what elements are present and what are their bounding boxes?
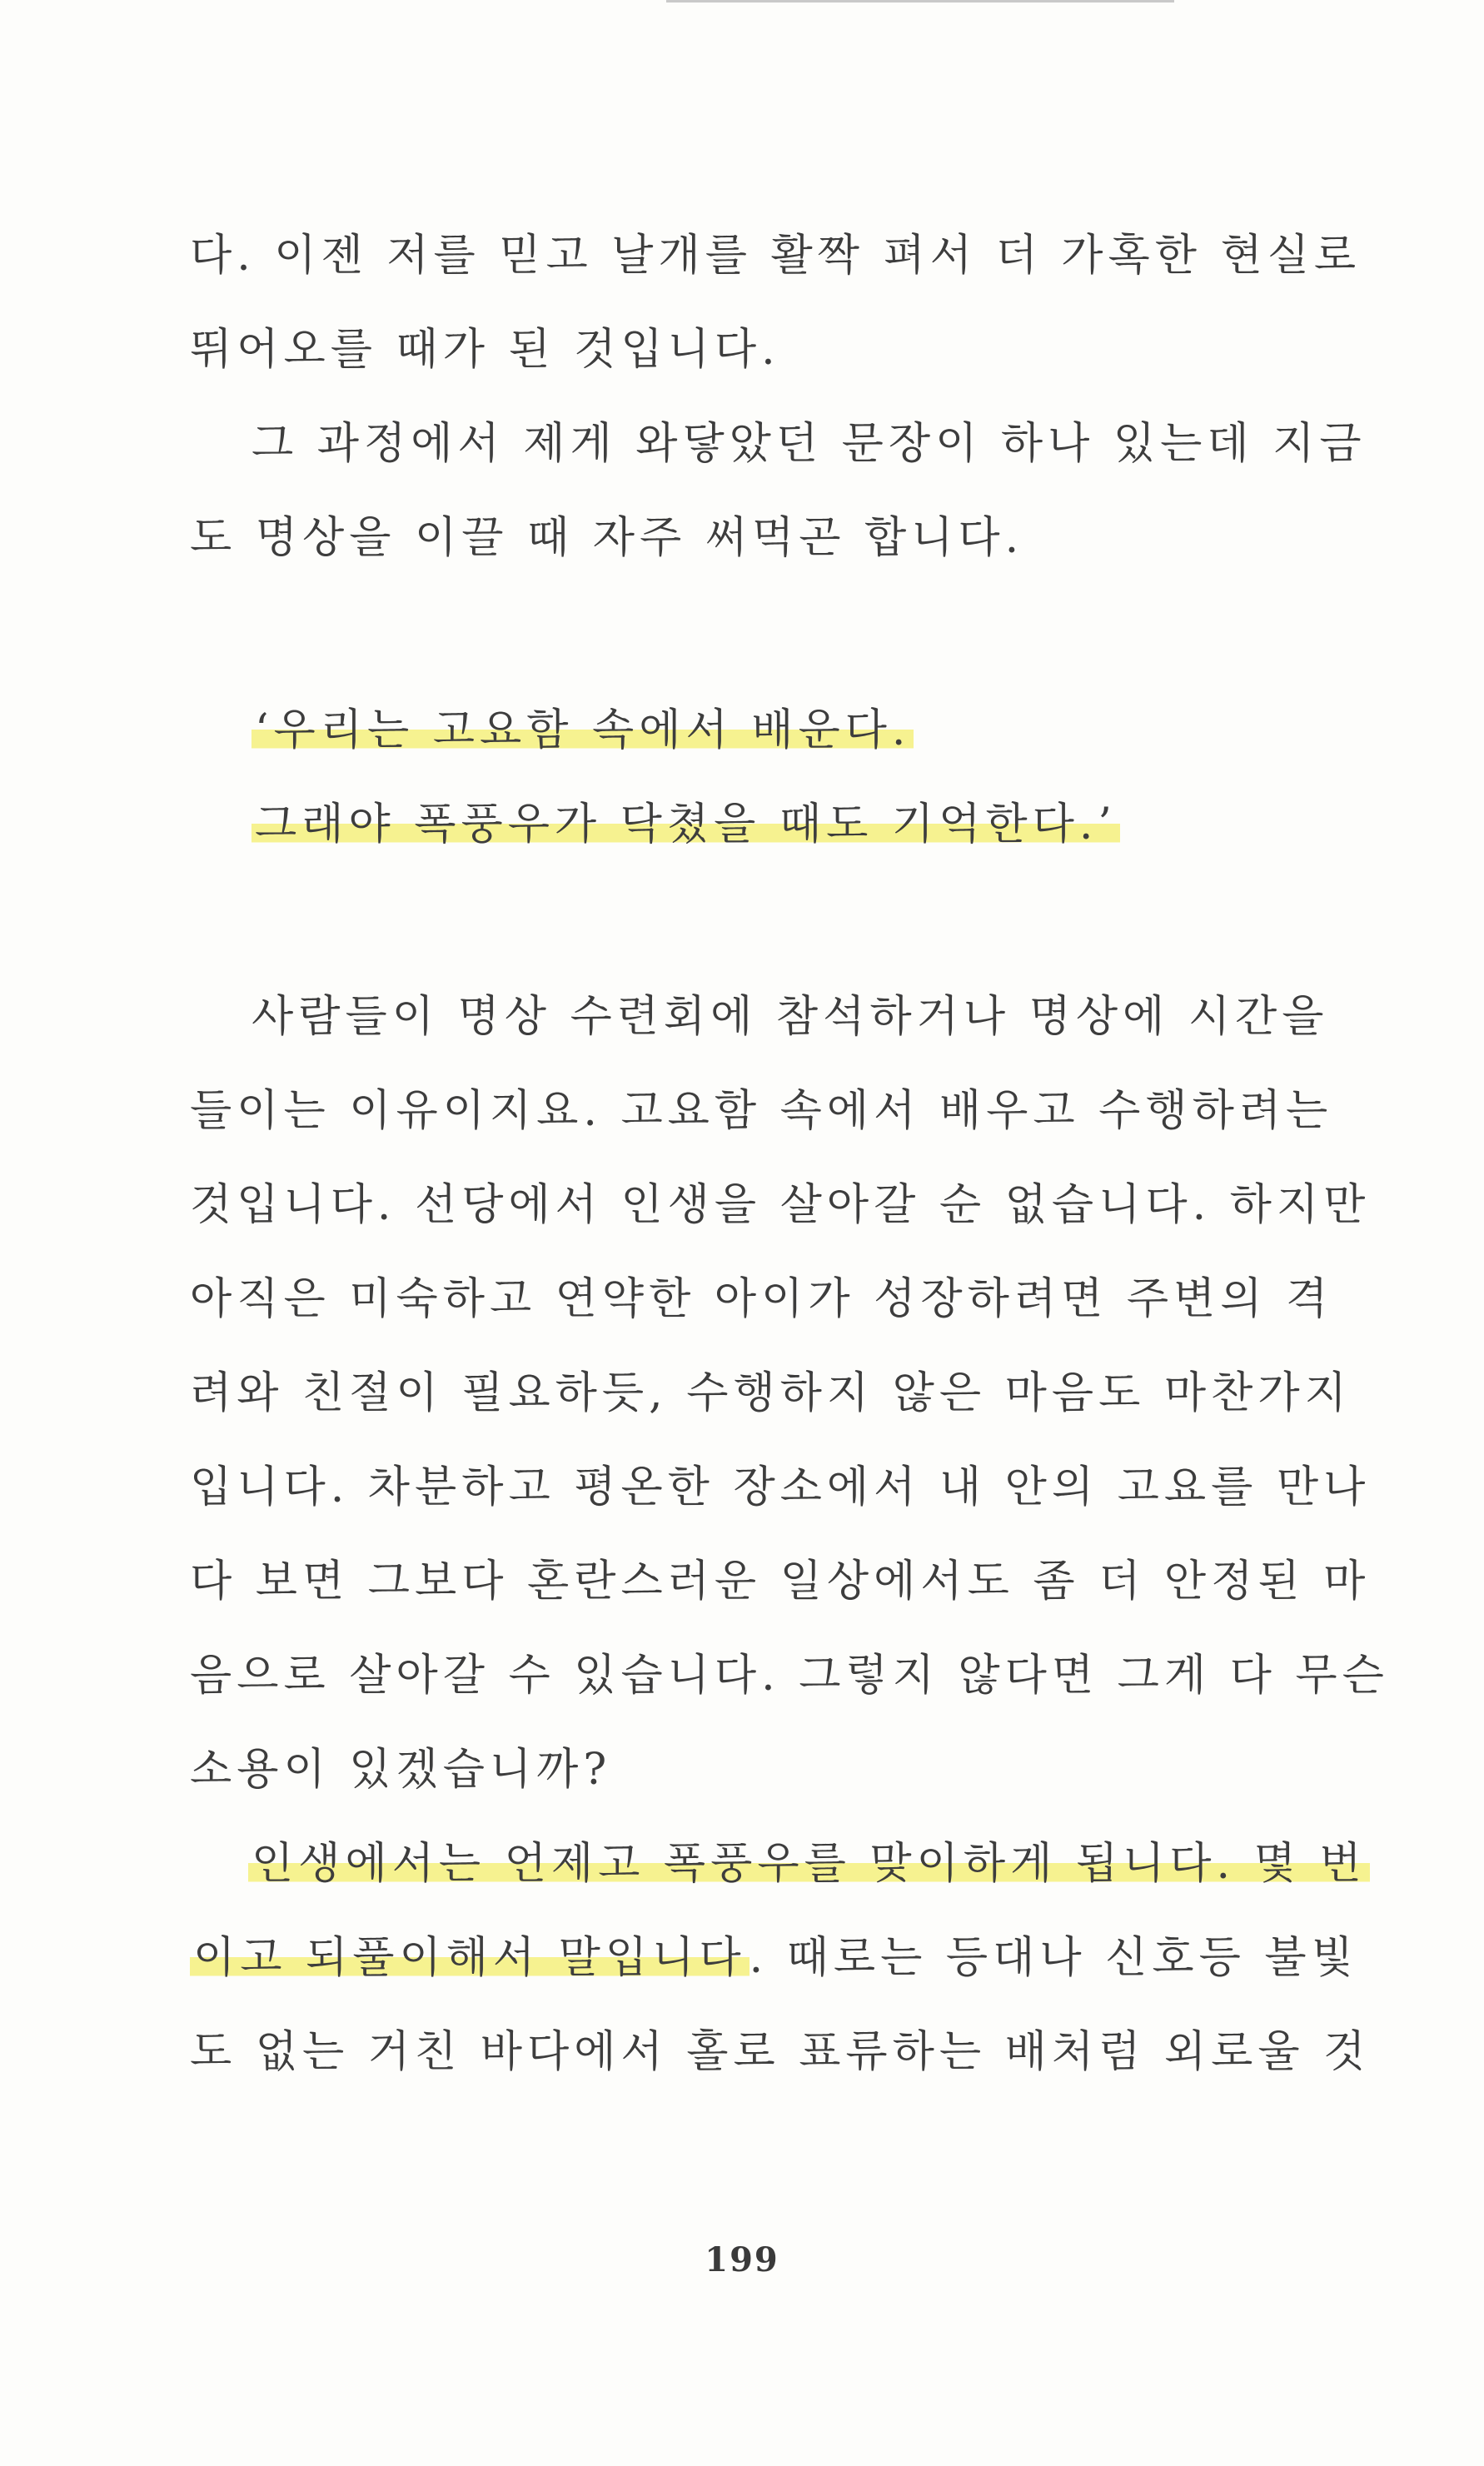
text-line: 다. 이젠 저를 믿고 날개를 활짝 펴서 더 가혹한 현실로 <box>190 231 1362 281</box>
text-line: 려와 친절이 필요하듯, 수행하지 않은 마음도 마찬가지 <box>190 1368 1352 1418</box>
highlighted-quote: ‘우리는 고요함 속에서 배운다. <box>251 705 914 755</box>
quote-line <box>251 701 914 760</box>
quote-line <box>251 795 1120 854</box>
text-line: 다 보면 그보다 혼란스러운 일상에서도 좀 더 안정된 마 <box>190 1557 1371 1607</box>
text-line: 소용이 있겠습니까? <box>190 1745 612 1795</box>
text-line: 것입니다. 선당에서 인생을 살아갈 순 없습니다. 하지만 <box>190 1180 1371 1230</box>
text-line: 도 없는 거친 바다에서 홀로 표류하는 배처럼 외로울 것 <box>190 2027 1371 2077</box>
text-line: 아직은 미숙하고 연약한 아이가 성장하려면 주변의 격 <box>190 1274 1333 1324</box>
highlighted-quote: 그래야 폭풍우가 닥쳤을 때도 기억한다.’ <box>251 800 1120 849</box>
text-line: 사람들이 명상 수련회에 참석하거나 명상에 시간을 <box>251 992 1329 1042</box>
text-line: 뛰어오를 때가 된 것입니다. <box>190 325 780 375</box>
text-line: 음으로 살아갈 수 있습니다. 그렇지 않다면 그게 다 무슨 <box>190 1651 1389 1701</box>
text-line: 그 과정에서 제게 와닿았던 문장이 하나 있는데 지금 <box>251 419 1367 469</box>
text-line: 도 명상을 이끌 때 자주 써먹곤 합니다. <box>190 513 1024 563</box>
text-line: 입니다. 차분하고 평온한 장소에서 내 안의 고요를 만나 <box>190 1462 1371 1512</box>
highlighted-text: 이고 되풀이해서 말입니다 <box>190 1933 749 1983</box>
top-edge-rule <box>666 0 1174 2</box>
highlighted-text: 인생에서는 언제고 폭풍우를 맞이하게 됩니다. 몇 번 <box>248 1839 1370 1889</box>
mixed-line <box>190 1929 1358 1987</box>
text-line: 들이는 이유이지요. 고요함 속에서 배우고 수행하려는 <box>190 1086 1333 1136</box>
highlighted-line <box>248 1835 1370 1893</box>
plain-text: . 때로는 등대나 신호등 불빛 <box>749 1933 1358 1983</box>
page-number: 199 <box>705 2240 779 2279</box>
